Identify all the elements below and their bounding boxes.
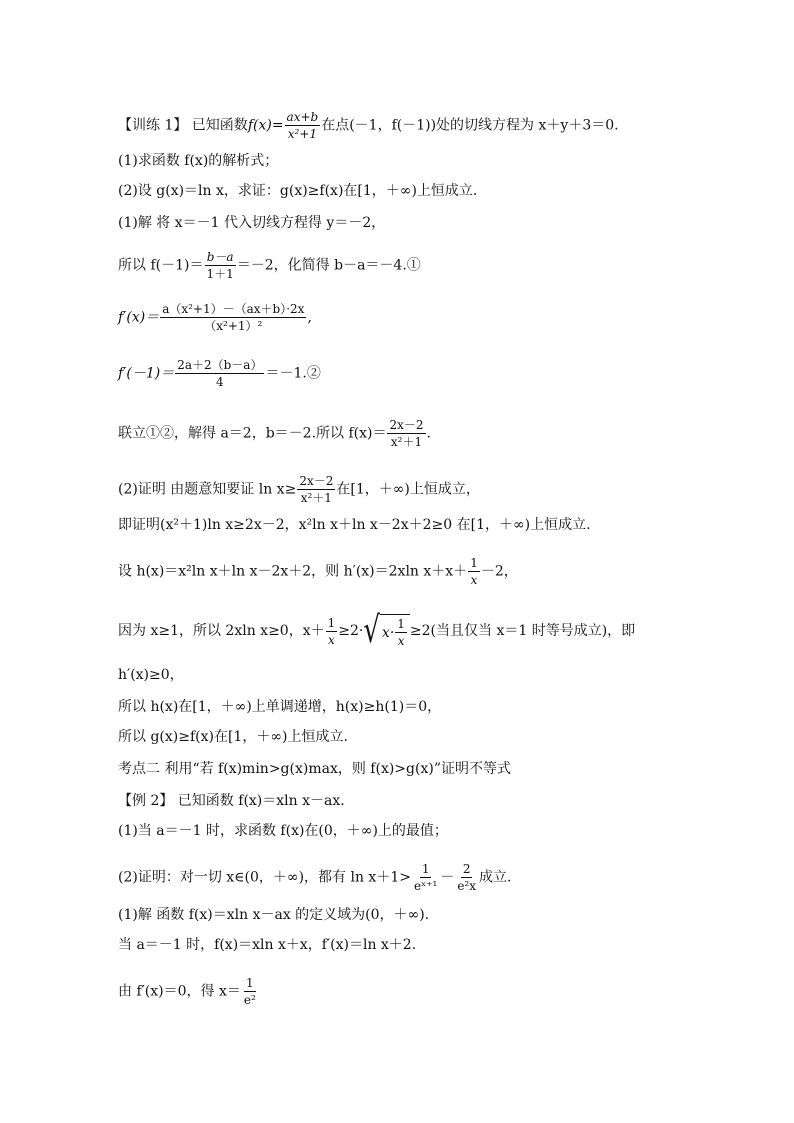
numerator: 1: [327, 615, 336, 630]
text: 所以 h(x)在[1，＋∞)上单调递增，h(x)≥h(1)＝0，: [118, 699, 442, 715]
solution-line: [118, 976, 259, 1007]
solution-line: [118, 906, 429, 924]
proof-intro-line: [118, 474, 480, 505]
denominator: 1＋1: [206, 267, 234, 281]
numerator: 1: [421, 862, 430, 876]
denominator: eˣ⁺¹: [413, 879, 438, 893]
text: ≥2·: [338, 623, 364, 639]
proof-line: [118, 556, 518, 587]
text: (1)解 函数 f(x)＝xln x－ax 的定义域为(0，＋∞).: [118, 907, 430, 923]
text: 设 h(x)＝x²ln x＋ln x－2x＋2，则 h′(x)＝2xln x＋x＋: [118, 563, 468, 580]
solution-1-step: [118, 214, 385, 232]
denominator: （x²+1）²: [204, 319, 263, 333]
text: f(x)=: [247, 117, 284, 134]
denominator: x²+1: [287, 127, 318, 141]
numerator: 2x－2: [389, 418, 424, 432]
example-2-statement: [118, 792, 345, 810]
denominator: e²: [243, 993, 256, 1007]
fraction: [468, 556, 480, 587]
section-heading: [118, 760, 511, 778]
denominator: x²＋1: [390, 435, 423, 449]
numerator: b－a: [206, 250, 234, 264]
text: 联立①②，解得 a＝2，b＝－2.所以 f(x)＝: [118, 425, 387, 442]
result-line: [118, 418, 431, 449]
numerator: 2x－2: [299, 474, 334, 488]
fraction: [285, 110, 321, 141]
question-1: [118, 822, 448, 840]
text: 考点二 利用“若 f(x)min>g(x)max，则 f(x)>g(x)”证明不等式: [118, 761, 511, 777]
derivative-value-line: [118, 358, 321, 389]
text: 由 f′(x)＝0，得 x＝: [118, 983, 241, 1000]
denominator: e²x: [457, 879, 476, 893]
fraction: [242, 976, 258, 1007]
fraction: [326, 616, 338, 647]
text: f′(x)＝: [118, 309, 160, 326]
text: (2)设 g(x)＝ln x，求证：g(x)≥f(x)在[1，＋∞)上恒成立.: [118, 183, 478, 199]
text: (1)解 将 x＝－1 代入切线方程得 y＝－2，: [118, 215, 386, 231]
text: h′(x)≥0，: [118, 667, 184, 683]
text: (2)证明：对一切 x∈(0，＋∞)，都有 ln x＋1>: [118, 869, 411, 886]
question-1: [118, 152, 278, 170]
proof-line: [118, 610, 636, 652]
fraction: [412, 862, 439, 893]
text: ＝－1.②: [265, 365, 321, 382]
fraction: [455, 862, 478, 893]
question-2: [118, 182, 477, 200]
proof-line: [118, 666, 184, 684]
solution-line: [118, 936, 416, 954]
text: .: [426, 425, 431, 442]
text: 当 a＝－1 时，f(x)＝xln x＋x，f′(x)＝ln x＋2.: [118, 937, 417, 953]
numerator: 2: [462, 862, 471, 876]
derivative-line: [118, 302, 312, 333]
denominator: x: [397, 634, 405, 648]
text: 在[1，＋∞)上恒成立，: [336, 481, 480, 498]
text: ＝－2，化简得 b－a＝－4.①: [236, 257, 421, 274]
proof-line: [118, 698, 441, 716]
fraction: [387, 418, 425, 449]
denominator: 4: [216, 375, 224, 389]
text: ≥2(当且仅当 x＝1 时等号成立)，即: [409, 623, 636, 639]
question-2: [118, 862, 511, 893]
exercise-1-statement: [118, 110, 619, 141]
text: 【例 2】 已知函数 f(x)＝xln x－ax.: [118, 793, 345, 809]
text: x·: [381, 624, 395, 641]
numerator: 1: [397, 617, 405, 631]
text: (2)证明 由题意知要证 ln x≥: [118, 481, 297, 498]
radicand: [380, 614, 410, 648]
text: 【训练 1】 已知函数: [118, 117, 248, 134]
text: 成立.: [479, 869, 512, 886]
text: －: [440, 869, 455, 886]
fraction: [160, 302, 306, 333]
fraction: [395, 617, 407, 648]
fraction: [175, 358, 264, 389]
proof-conclusion: [118, 728, 348, 746]
numerator: a（x²+1）－（ax＋b）·2x: [162, 302, 305, 316]
numerator: 1: [470, 556, 478, 570]
denominator: x: [470, 573, 478, 587]
numerator: 1: [246, 976, 254, 990]
text: －2，: [480, 563, 518, 580]
text: (1)求函数 f(x)的解析式；: [118, 153, 279, 169]
radical-sign: √: [363, 610, 380, 652]
text: 所以 g(x)≥f(x)在[1，＋∞)上恒成立.: [118, 729, 348, 745]
numerator: ax+b: [286, 110, 319, 124]
square-root: [363, 610, 410, 652]
text: 即证明(x²＋1)ln x≥2x－2，x²ln x＋ln x－2x＋2≥0 在[1，＋∞)上恒成立.: [118, 517, 591, 533]
text: 在点(－1，f(－1))处的切线方程为 x＋y＋3＝0.: [321, 117, 619, 134]
proof-line: [118, 516, 591, 534]
denominator: x: [328, 632, 335, 647]
fraction: [204, 250, 235, 281]
text: ,: [307, 309, 312, 326]
text: (1)当 a＝－1 时，求函数 f(x)在(0，＋∞)上的最值；: [118, 823, 448, 839]
text: f′(－1)＝: [118, 365, 175, 382]
equation-line: [118, 250, 421, 281]
text: 所以 f(－1)＝: [118, 257, 204, 274]
numerator: 2a＋2（b－a）: [177, 358, 263, 372]
denominator: x²＋1: [300, 491, 332, 505]
text: 因为 x≥1，所以 2xln x≥0，x＋: [118, 623, 325, 639]
fraction: [297, 474, 335, 505]
